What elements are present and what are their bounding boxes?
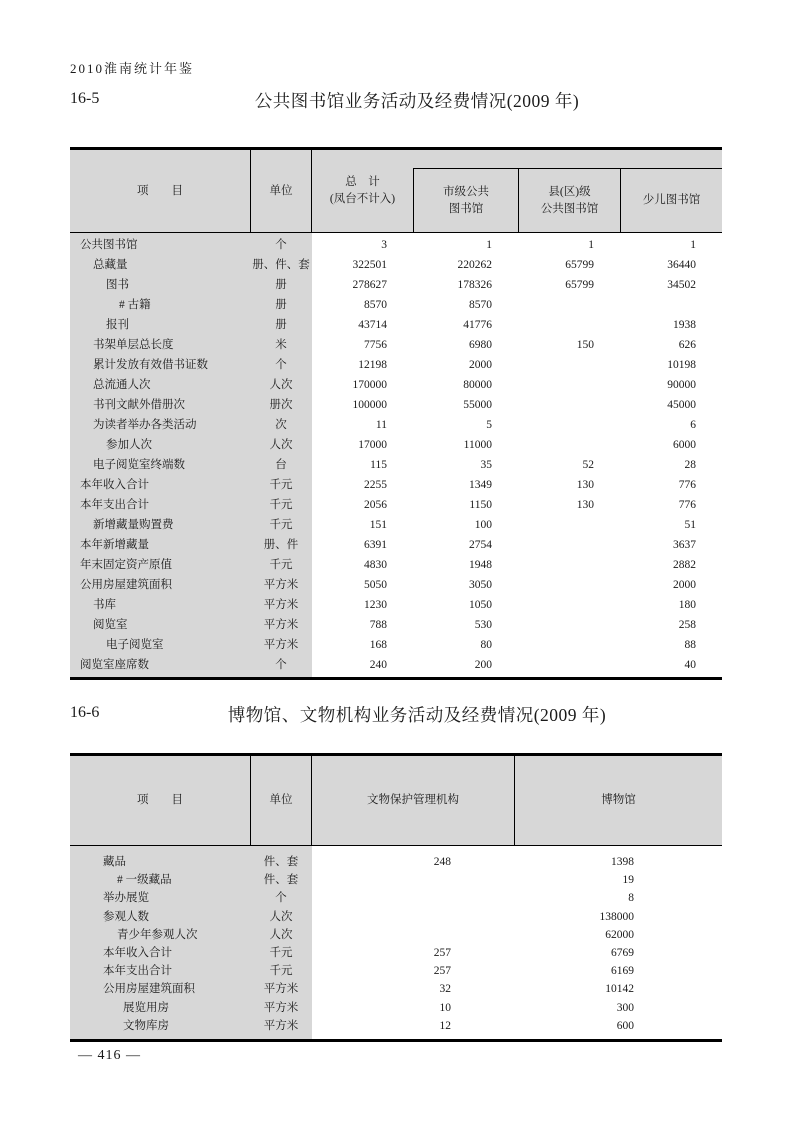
row-value: 248 xyxy=(433,856,451,868)
row-value: 278627 xyxy=(352,279,387,291)
table-row xyxy=(70,635,722,655)
row-label: 展览用房 xyxy=(123,1001,169,1014)
row-value: 257 xyxy=(433,965,451,978)
row-value: 6391 xyxy=(364,539,387,551)
row-value: 258 xyxy=(678,619,696,631)
table1-title: 公共图书馆业务活动及经费情况(2009 年) xyxy=(254,91,580,111)
row-unit: 册 xyxy=(275,279,287,291)
row-value xyxy=(518,435,620,455)
table-row xyxy=(70,435,722,455)
row-unit: 千元 xyxy=(269,479,293,491)
row-value xyxy=(518,555,620,575)
col-header-children-library: 少儿图书馆 xyxy=(620,168,722,232)
row-label: 书库 xyxy=(93,599,116,611)
row-value: 6000 xyxy=(673,439,696,451)
row-value: 28 xyxy=(684,459,696,471)
row-value: 12 xyxy=(439,1019,451,1032)
col-header-county-library: 县(区)级 公共图书馆 xyxy=(518,168,620,232)
row-value: 62000 xyxy=(605,928,634,941)
col-header-total: 总 计 (凤台不计入) xyxy=(329,176,396,205)
row-unit: 平方米 xyxy=(263,599,299,611)
row-unit: 人次 xyxy=(269,439,293,451)
row-unit: 人次 xyxy=(269,910,293,923)
row-unit: 平方米 xyxy=(263,983,299,996)
row-label: 文物库房 xyxy=(123,1019,169,1032)
row-unit: 千元 xyxy=(269,559,293,571)
row-value: 240 xyxy=(369,659,387,671)
row-value: 3637 xyxy=(673,539,696,551)
table-row xyxy=(70,455,722,475)
table-row xyxy=(70,235,722,255)
row-label: 藏品 xyxy=(103,856,126,868)
row-label: 累计发放有效借书证数 xyxy=(93,359,208,371)
row-label: 本年收入合计 xyxy=(103,946,172,959)
col-header-unit: 单位 xyxy=(250,756,312,845)
page-number: — 416 — xyxy=(78,1048,141,1063)
row-label: 新增藏量购置费 xyxy=(93,519,174,531)
row-label: 本年收入合计 xyxy=(80,479,149,491)
row-value xyxy=(518,535,620,555)
row-unit: 千元 xyxy=(269,519,293,531)
row-value: 41776 xyxy=(463,319,492,331)
row-value: 6769 xyxy=(611,946,634,959)
table-row xyxy=(70,515,722,535)
row-value xyxy=(518,615,620,635)
row-label: 书架单层总长度 xyxy=(93,339,174,351)
row-value xyxy=(312,889,515,907)
row-value xyxy=(518,415,620,435)
row-value: 90000 xyxy=(667,379,696,391)
col-header-museum: 博物馆 xyxy=(601,794,636,806)
row-value xyxy=(518,595,620,615)
row-value: 10142 xyxy=(605,983,634,996)
row-unit: 平方米 xyxy=(263,1019,299,1032)
table-row xyxy=(70,853,722,871)
row-label: 举办展览 xyxy=(103,892,149,905)
row-value xyxy=(312,926,515,944)
row-value: 34502 xyxy=(667,279,696,291)
row-value: 2882 xyxy=(673,559,696,571)
row-value: 115 xyxy=(370,459,387,471)
row-value: 3050 xyxy=(469,579,492,591)
row-value: 178326 xyxy=(457,279,492,291)
table-row xyxy=(70,926,722,944)
row-unit: 千元 xyxy=(269,965,293,978)
table-row xyxy=(70,395,722,415)
row-label: 阅览室座席数 xyxy=(80,659,149,671)
table2-title: 博物馆、文物机构业务活动及经费情况(2009 年) xyxy=(227,705,607,725)
table-row xyxy=(70,655,722,675)
row-value: 1398 xyxy=(611,856,634,868)
row-value xyxy=(518,635,620,655)
table-row xyxy=(70,1017,722,1035)
table2-caption xyxy=(70,702,722,728)
row-value: 1230 xyxy=(364,599,387,611)
row-unit: 个 xyxy=(275,239,287,251)
row-value: 11 xyxy=(375,419,387,431)
col-header-item: 项 目 xyxy=(137,184,183,197)
row-value xyxy=(518,375,620,395)
row-value: 1 xyxy=(690,239,696,251)
row-value: 2056 xyxy=(364,499,387,511)
row-value: 100 xyxy=(474,519,492,531)
row-value: 11000 xyxy=(463,439,492,451)
row-unit: 册 xyxy=(275,319,287,331)
row-label: 电子阅览室 xyxy=(106,639,164,651)
row-value: 80000 xyxy=(463,379,492,391)
row-value: 626 xyxy=(678,339,696,351)
row-value: 6169 xyxy=(611,965,634,978)
row-value: 1150 xyxy=(469,499,492,511)
row-label: 年末固定资产原值 xyxy=(80,559,172,571)
row-value: 19 xyxy=(622,874,634,887)
table1-code: 16-5 xyxy=(70,90,100,107)
row-unit: 平方米 xyxy=(263,579,299,591)
table1-caption xyxy=(70,88,722,114)
row-label: 青少年参观人次 xyxy=(117,928,198,941)
row-value: 220262 xyxy=(457,259,492,271)
row-value: 40 xyxy=(684,659,696,671)
row-label: 阅览室 xyxy=(93,619,128,631)
table-row xyxy=(70,615,722,635)
row-unit: 平方米 xyxy=(263,619,299,631)
row-value: 150 xyxy=(576,339,594,351)
table-row xyxy=(70,415,722,435)
row-value: 1948 xyxy=(469,559,492,571)
row-value: 168 xyxy=(369,639,387,651)
row-value: 788 xyxy=(369,619,387,631)
library-table-body xyxy=(70,233,722,677)
row-value: 12198 xyxy=(358,359,387,371)
row-label: 本年支出合计 xyxy=(80,499,149,511)
row-value: 151 xyxy=(369,519,387,531)
museum-table-header xyxy=(70,756,722,846)
row-value xyxy=(518,355,620,375)
row-label: 电子阅览室终端数 xyxy=(93,459,185,471)
row-value: 80 xyxy=(480,639,492,651)
table-row xyxy=(70,595,722,615)
row-value: 257 xyxy=(433,946,451,959)
row-value: 3 xyxy=(381,239,387,251)
row-value: 65799 xyxy=(565,279,594,291)
col-header-unit: 单位 xyxy=(250,150,312,232)
table-row xyxy=(70,295,722,315)
row-value: 138000 xyxy=(599,910,634,923)
row-value: 200 xyxy=(474,659,492,671)
row-value: 130 xyxy=(576,499,594,511)
row-value: 2000 xyxy=(469,359,492,371)
row-value: 17000 xyxy=(358,439,387,451)
row-value xyxy=(312,908,515,926)
row-value: 32 xyxy=(439,983,451,996)
row-value: 43714 xyxy=(358,319,387,331)
table-row xyxy=(70,315,722,335)
row-value: 100000 xyxy=(352,399,387,411)
row-value: 1050 xyxy=(469,599,492,611)
table-row xyxy=(70,980,722,998)
row-value: 88 xyxy=(684,639,696,651)
table-row xyxy=(70,962,722,980)
table-row xyxy=(70,255,722,275)
row-label: 公共图书馆 xyxy=(80,239,138,251)
row-value: 55000 xyxy=(463,399,492,411)
table-row xyxy=(70,275,722,295)
row-label: 为读者举办各类活动 xyxy=(93,419,197,431)
row-label: 参加人次 xyxy=(106,439,152,451)
library-table-header xyxy=(70,150,722,233)
table-row xyxy=(70,889,722,907)
row-value: 180 xyxy=(678,599,696,611)
row-value: 8570 xyxy=(364,299,387,311)
row-value: 45000 xyxy=(667,399,696,411)
row-value: 5050 xyxy=(364,579,387,591)
row-unit: 件、套 xyxy=(263,856,299,868)
row-value: 1 xyxy=(486,239,492,251)
row-value: 1 xyxy=(588,239,594,251)
row-label: 公用房屋建筑面积 xyxy=(103,983,195,996)
row-value xyxy=(620,295,722,315)
row-unit: 千元 xyxy=(269,946,293,959)
row-value: 600 xyxy=(616,1019,634,1032)
row-unit: 个 xyxy=(275,659,287,671)
row-value: 300 xyxy=(616,1001,634,1014)
row-value: 2754 xyxy=(469,539,492,551)
row-value: 52 xyxy=(582,459,594,471)
row-unit: 册、件 xyxy=(263,539,299,551)
row-value xyxy=(518,395,620,415)
row-label: 总藏量 xyxy=(93,259,128,271)
row-value: 65799 xyxy=(565,259,594,271)
row-value: 1349 xyxy=(469,479,492,491)
row-label: 报刊 xyxy=(106,319,129,331)
row-value: 2255 xyxy=(364,479,387,491)
row-value: 8570 xyxy=(469,299,492,311)
row-label: 图书 xyxy=(106,279,129,291)
row-value: 776 xyxy=(678,499,696,511)
museum-table xyxy=(70,753,722,1042)
row-unit: 米 xyxy=(275,339,287,351)
row-value xyxy=(518,295,620,315)
row-value xyxy=(518,575,620,595)
row-value: 6980 xyxy=(469,339,492,351)
row-label: # 古籍 xyxy=(119,299,151,311)
row-value: 10198 xyxy=(667,359,696,371)
row-value: 51 xyxy=(684,519,696,531)
row-value: 7756 xyxy=(364,339,387,351)
col-header-item: 项 目 xyxy=(137,794,183,806)
row-value: 2000 xyxy=(673,579,696,591)
table-row xyxy=(70,355,722,375)
row-value: 6 xyxy=(690,419,696,431)
row-value: 8 xyxy=(628,892,634,905)
row-label: 本年新增藏量 xyxy=(80,539,149,551)
table-row xyxy=(70,908,722,926)
col-header-municipal-library: 市级公共 图书馆 xyxy=(413,168,518,232)
row-value: 4830 xyxy=(364,559,387,571)
row-value: 5 xyxy=(486,419,492,431)
col-header-relics-agency: 文物保护管理机构 xyxy=(312,756,515,845)
row-unit: 个 xyxy=(275,892,287,905)
row-label: # 一级藏品 xyxy=(117,874,172,887)
row-label: 本年支出合计 xyxy=(103,965,172,978)
row-value: 1938 xyxy=(673,319,696,331)
row-unit: 台 xyxy=(275,459,287,471)
table-row xyxy=(70,335,722,355)
table2-code: 16-6 xyxy=(70,704,100,721)
row-unit: 人次 xyxy=(269,379,293,391)
row-value xyxy=(518,655,620,675)
row-value: 170000 xyxy=(352,379,387,391)
row-unit: 册、件、套 xyxy=(252,259,310,271)
row-unit: 册 xyxy=(275,299,287,311)
table-row xyxy=(70,871,722,889)
row-value xyxy=(518,315,620,335)
row-value: 10 xyxy=(439,1001,451,1014)
row-label: 公用房屋建筑面积 xyxy=(80,579,172,591)
row-label: 书刊文献外借册次 xyxy=(93,399,185,411)
row-unit: 次 xyxy=(275,419,287,431)
row-label: 总流通人次 xyxy=(93,379,151,391)
row-unit: 千元 xyxy=(269,499,293,511)
row-unit: 册次 xyxy=(269,399,293,411)
row-unit: 个 xyxy=(275,359,287,371)
row-value: 322501 xyxy=(352,259,387,271)
table-row xyxy=(70,999,722,1017)
library-table xyxy=(70,147,722,680)
table-row xyxy=(70,375,722,395)
row-value: 776 xyxy=(678,479,696,491)
table-row xyxy=(70,475,722,495)
row-label: 参观人数 xyxy=(103,910,149,923)
row-value: 530 xyxy=(474,619,492,631)
row-unit: 件、套 xyxy=(263,874,299,887)
museum-table-body xyxy=(70,846,722,1039)
row-value xyxy=(518,515,620,535)
row-unit: 平方米 xyxy=(263,639,299,651)
row-unit: 人次 xyxy=(269,928,293,941)
row-unit: 平方米 xyxy=(263,1001,299,1014)
table-row xyxy=(70,555,722,575)
table-row xyxy=(70,535,722,555)
table-row xyxy=(70,944,722,962)
book-title: 2010淮南统计年鉴 xyxy=(70,61,195,76)
table-row xyxy=(70,495,722,515)
table-row xyxy=(70,575,722,595)
row-value: 35 xyxy=(480,459,492,471)
row-value: 36440 xyxy=(667,259,696,271)
row-value: 130 xyxy=(576,479,594,491)
row-value xyxy=(312,871,515,889)
